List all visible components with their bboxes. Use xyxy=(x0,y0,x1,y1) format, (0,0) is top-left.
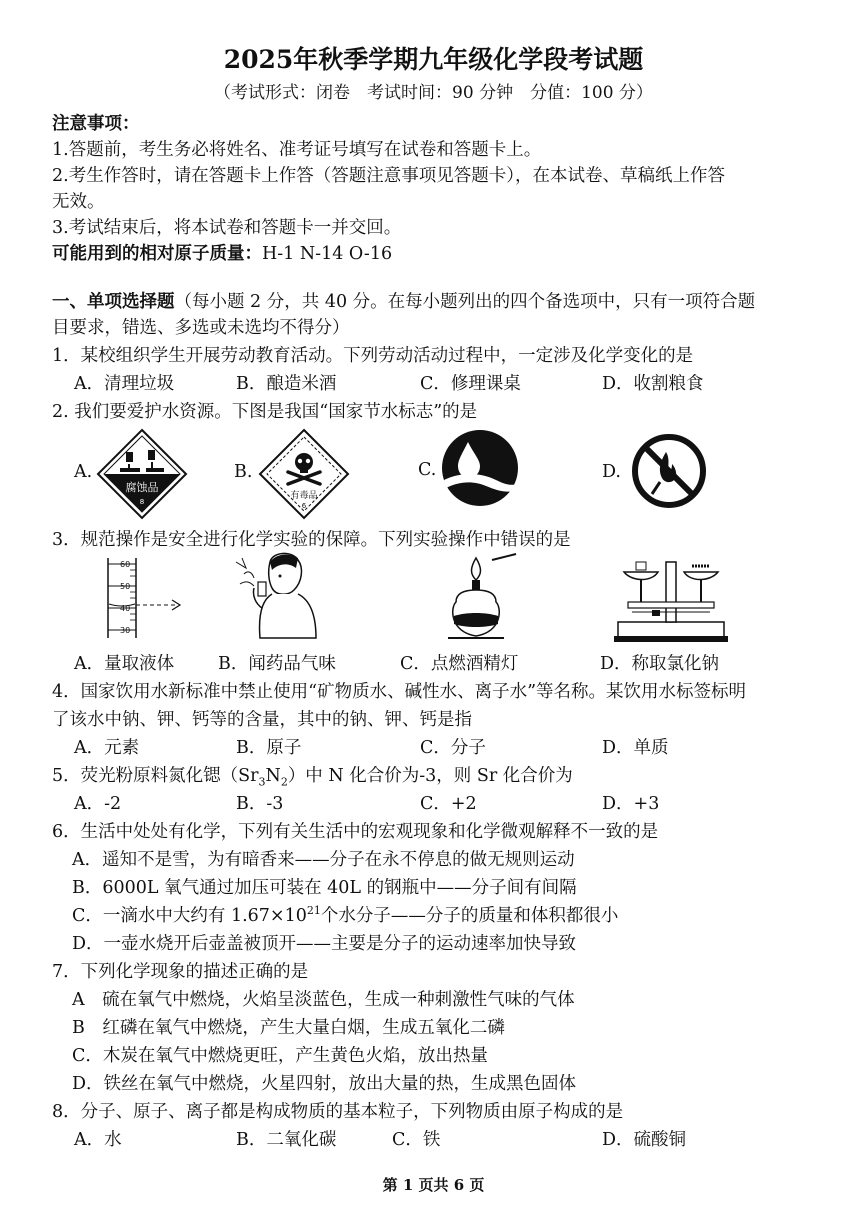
q3-option-a: A．量取液体 xyxy=(74,654,175,674)
q8-option-a: A．水 xyxy=(74,1130,122,1150)
q6-option-c xyxy=(72,902,618,927)
alcohol-lamp-icon xyxy=(436,552,526,644)
q7-option-b: B 红磷在氧气中燃烧，产生大量白烟，生成五氧化二磷 xyxy=(72,1018,505,1038)
q3-option-b: B．闻药品气味 xyxy=(218,654,336,674)
page-footer: 第 1 页共 6 页 xyxy=(382,1176,485,1194)
q7-stem: 7．下列化学现象的描述正确的是 xyxy=(52,962,309,982)
q5-option-c: C．+2 xyxy=(420,794,477,814)
notice-item-2: 2.考生作答时，请在答题卡上作答（答题注意事项见答题卡），在本试卷、草稿纸上作答 xyxy=(52,166,725,186)
q8-option-b: B．二氧化碳 xyxy=(236,1130,337,1150)
q2-label-c: C. xyxy=(418,460,437,480)
q7-option-c: C．木炭在氧气中燃烧更旺，产生黄色火焰，放出热量 xyxy=(72,1046,488,1066)
q5-stem-c: ）中 N 化合价为-3，则 Sr 化合价为 xyxy=(287,766,573,786)
q8-stem: 8．分子、原子、离子都是构成物质的基本粒子，下列物质由原子构成的是 xyxy=(52,1102,624,1122)
notice-item-1: 1.答题前，考生务必将姓名、准考证号填写在试卷和答题卡上。 xyxy=(52,140,542,160)
no-fire-sign-icon xyxy=(630,432,708,510)
q8-option-d: D．硫酸铜 xyxy=(602,1130,687,1150)
q1-option-b: B．酿造米酒 xyxy=(236,374,337,394)
q3-stem: 3．规范操作是安全进行化学实验的保障。下列实验操作中错误的是 xyxy=(52,530,571,550)
q7-option-d: D．铁丝在氧气中燃烧，火星四射，放出大量的热，生成黑色固体 xyxy=(72,1074,577,1094)
sign-b-text: 有毒品 xyxy=(290,491,318,501)
q8-option-c: C．铁 xyxy=(392,1130,441,1150)
exam-info: （考试形式：闭卷 考试时间：90 分钟 分值：100 分） xyxy=(214,83,653,103)
tick-50: 50 xyxy=(120,582,131,591)
q2-label-b: B. xyxy=(234,462,253,482)
q4-stem-cont: 了该水中钠、钾、钙等的含量，其中的钠、钾、钙是指 xyxy=(52,710,472,730)
tick-30: 30 xyxy=(120,626,131,635)
water-saving-sign-icon xyxy=(440,428,520,508)
atomic-mass-values: H-1 N-14 O-16 xyxy=(262,244,393,264)
q6-option-c-rest: 个水分子——分子的质量和体积都很小 xyxy=(320,906,619,926)
tick-60: 60 xyxy=(120,560,131,569)
q6-option-a: A．遥知不是雪，为有暗香来——分子在永不停息的做无规则运动 xyxy=(72,850,575,870)
q1-option-a: A．清理垃圾 xyxy=(74,374,175,394)
sign-b-num: 6 xyxy=(301,502,307,510)
q5-sub-2: 2 xyxy=(280,775,288,789)
sign-a-num: 8 xyxy=(139,498,145,506)
q5-option-b: B．-3 xyxy=(236,794,284,814)
q6-option-c-sup: 21 xyxy=(306,904,321,918)
q3-option-d: D．称取氯化钠 xyxy=(600,654,720,674)
q6-option-b: B．6000L 氧气通过加压可装在 40L 的钢瓶中——分子间有间隔 xyxy=(72,878,577,898)
section1-heading: 一、单项选择题 xyxy=(52,292,175,312)
q2-label-d: D. xyxy=(602,462,621,482)
q4-option-b: B．原子 xyxy=(236,738,302,758)
sign-a-text: 腐蚀品 xyxy=(125,481,159,494)
q4-stem: 4．国家饮用水新标准中禁止使用“矿物质水、碱性水、离子水”等名称。某饮用水标签标明 xyxy=(52,682,747,702)
q6-option-c-text: C．一滴水中大约有 1.67×10 xyxy=(72,906,307,926)
q5-stem-a: 5．荧光粉原料氮化锶（Sr xyxy=(52,766,259,786)
q1-stem: 1．某校组织学生开展劳动教育活动。下列劳动活动过程中，一定涉及化学变化的是 xyxy=(52,346,694,366)
q4-option-c: C．分子 xyxy=(420,738,486,758)
page-title: 2025年秋季学期九年级化学段考试题 xyxy=(223,45,644,74)
balance-scale-icon xyxy=(612,552,730,644)
graduated-cylinder-icon xyxy=(100,556,200,640)
notice-heading: 注意事项： xyxy=(52,114,140,134)
q2-label-a: A. xyxy=(74,462,93,482)
q7-option-a: A 硫在氧气中燃烧，火焰呈淡蓝色，生成一种刺激性气味的气体 xyxy=(72,990,575,1010)
toxic-sign-icon xyxy=(258,428,350,520)
q2-stem: 2. 我们要爱护水资源。下图是我国“国家节水标志”的是 xyxy=(52,402,478,422)
q6-option-d: D．一壶水烧开后壶盖被顶开——主要是分子的运动速率加快导致 xyxy=(72,934,577,954)
section1-desc-cont: 目要求，错选、多选或未选均不得分） xyxy=(52,318,350,338)
q1-option-d: D．收割粮食 xyxy=(602,374,704,394)
q5-option-a: A．-2 xyxy=(74,794,122,814)
atomic-mass-line xyxy=(52,240,392,265)
q4-option-a: A．元素 xyxy=(74,738,140,758)
q5-sub-1: 3 xyxy=(258,775,266,789)
corrosive-sign-icon xyxy=(96,428,188,520)
q5-stem-b: N xyxy=(265,766,281,786)
smelling-student-icon xyxy=(232,548,332,644)
q5-stem xyxy=(52,762,573,789)
q6-stem: 6．生活中处处有化学，下列有关生活中的宏观现象和化学微观解释不一致的是 xyxy=(52,822,659,842)
q5-option-d: D．+3 xyxy=(602,794,660,814)
tick-40: 40 xyxy=(120,604,131,613)
atomic-mass-label: 可能用到的相对原子质量： xyxy=(52,244,262,264)
notice-item-3: 3.考试结束后，将本试卷和答题卡一并交回。 xyxy=(52,218,402,238)
q4-option-d: D．单质 xyxy=(602,738,669,758)
q3-option-c: C．点燃酒精灯 xyxy=(400,654,519,674)
notice-item-2-cont: 无效。 xyxy=(52,192,105,212)
section1-desc: （每小题 2 分，共 40 分。在每小题列出的四个备选项中，只有一项符合题 xyxy=(174,292,756,312)
q1-option-c: C．修理课桌 xyxy=(420,374,521,394)
section1-header xyxy=(52,288,755,313)
